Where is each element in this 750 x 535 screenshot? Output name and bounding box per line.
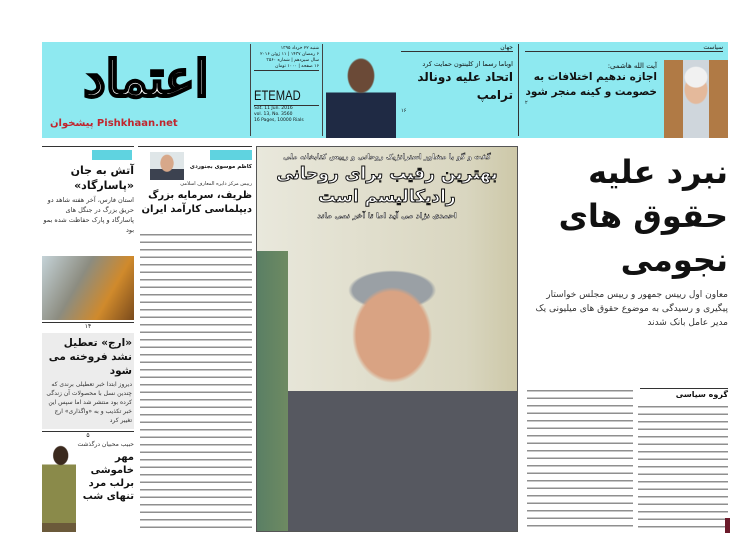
world-teaser[interactable] [398,44,516,136]
salehi-amiri-photo [257,251,517,531]
section-tag [92,150,132,160]
mohebian-photo[interactable] [42,442,76,532]
section-label: سیاست [525,44,723,52]
headline: آتش به جان «پاسارگاد» [70,164,134,192]
author-title: رییس مرکز دایره المعارف اسلامی [180,181,252,187]
fire-photo[interactable] [42,256,134,320]
kicker: حبیب محبیان درگذشت [77,441,134,448]
price-fa: ۱۶ صفحه | ۱۰۰۰ تومان [275,64,319,69]
issue-info [250,44,323,136]
kicker: اوباما رسما از کلینتون حمایت کرد [422,60,513,68]
column-body [140,234,252,530]
subhead: احمدی نژاد می آید اما تا آخر نمی ماند [317,211,457,220]
page-ref: ۲ [525,100,528,106]
story-pasargad[interactable] [42,163,134,235]
section-label: جهان [401,44,513,52]
interview-box[interactable] [256,146,518,532]
headline: مهر خاموشی برلب مرد تنهای شب [82,452,134,502]
page-ref: ۱۴ [42,322,134,331]
lead: استان فارس، آخر هفته شاهد دو حریق بزرگ در جنگل های پاسارگاد و پارک حفاظت شده بمو بود [43,196,134,234]
hashemi-photo[interactable] [664,60,728,138]
color-bar [725,518,730,533]
headline: اجازه ندهیم اختلافات به خصومت و کینه منجر شود [525,71,657,98]
logo-text: اعتماد [83,49,209,108]
date-fa: شنبه ۲۲ خرداد ۱۳۹۵ [280,46,319,51]
rule [640,388,728,389]
main-headline: نبرد علیه حقوق های نجومی [558,153,728,279]
main-body-col2 [527,390,633,530]
story-arj[interactable] [42,333,134,429]
page-ref: ۵ [42,431,134,440]
main-story[interactable] [522,150,728,330]
headline: «ارج» تعطیل نشد فروخته می شود [48,337,132,377]
watermark: پیشخوان Pishkhaan.net [50,118,178,129]
column-byline [186,164,252,170]
story-mohebian[interactable] [77,441,134,503]
volume-en: vol. 13, No. 3560 [254,112,293,117]
kicker: گفت و گو با مشاور استراتژیک روحانی و رییس کتابخانه ملی [283,153,491,161]
author-photo [150,152,184,180]
section-tag [210,150,252,160]
obama-photo[interactable] [326,55,396,138]
page-ref: ۱۶ [401,108,407,114]
date-hijri: ۶ رمضان ۱۴۳۷ | ۱۱ ژوئن ۲۰۱۶ [260,52,319,57]
main-body-col1 [638,406,728,530]
headline: اتحاد علیه دونالد ترامپ [417,70,513,102]
author-name: کاظم موسوی بجنوردی [189,164,252,170]
main-subhead: معاون اول رییس جمهور و رییس مجلس خواستار پیگیری و رسیدگی به موضوع حقوق های میلیونی یک مدیر عامل بانک شدند [535,290,728,328]
logo[interactable] [46,44,246,136]
lead: دیروز ابتدا خبر تعطیلی برندی که چندین نسل با محصولات آن زندگی کرده بود منتشر شد اما سپس این خبر تکذیب و به «واگذاری» ارج تغییر کرد [46,381,132,424]
kicker: آیت الله هاشمی: [607,62,657,70]
issue-number-fa: سال سیزدهم | شماره ۳۵۶۰ [266,58,319,63]
divider [518,44,519,136]
date-en: Sat. 11 Jun. 2016 [254,106,293,111]
headline: بهترین رقیب برای روحانی رادیکالیسم است [276,164,498,207]
rule [42,146,134,147]
pages-en: 16 Pages, 10000 Rials [254,118,304,123]
name-en: ETEMAD [254,87,301,103]
rule [138,146,252,147]
column-headline[interactable]: ظریف، سرمایه بزرگ دیپلماسی کارآمد ایران [141,190,252,215]
byline: گروه سیاسی [675,390,728,399]
